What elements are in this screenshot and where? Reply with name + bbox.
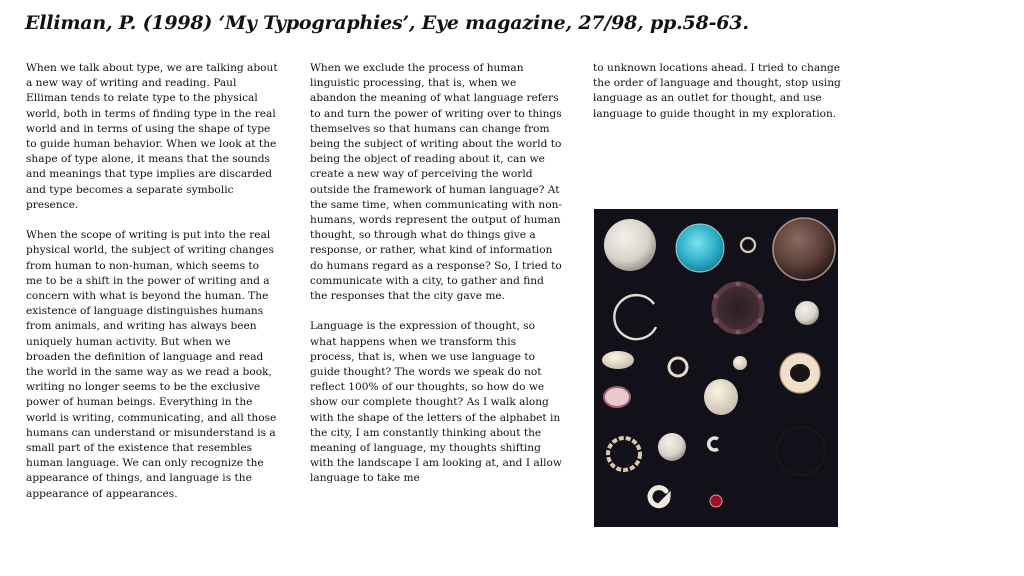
paragraph: When we talk about type, we are talking about a new way of writing and reading. Paul Elliman tends to relate type to the physical world, both in terms of finding type in the real world and in terms of using the shape of type to guide human behavior. When we look at the shape of type alone, it means that the sounds and meanings that type implies are discarded and type becomes a separate symbolic presence. [26,62,278,211]
ring-bead [669,358,687,376]
paragraph: When the scope of writing is put into the real physical world, the subject of writing changes from human to non-human, which seems to me to be a shift in the power of writing and a concern with what is beyond the human. The existence of language distinguishes humans from animals, and writing has always been uniquely human activity. But when we broaden the definition of language and read the world in the same way as we read a book, writing no longer seems to be the exclusive power of human beings. Everything in the world is writing, communicating, and all those humans can understand or misunderstand is a small part of the existence that resembles human language. We can only recognize the appearance of things, and language is the appearance of appearances. [26,229,277,500]
red-bead [710,495,722,507]
small-white-disc [795,301,819,325]
white-disc-small [658,433,686,461]
letter-c-shape [709,438,718,450]
paragraph: to unknown locations ahead. I tried to change the order of language and thought, stop using language as an outlet for thought, and use language to guide thought in my exploration. [593,62,841,120]
faint-ring [777,427,825,475]
objects-photo-illustration [594,209,838,527]
cream-bead [704,379,738,415]
text-column-3 [593,61,845,137]
paragraph: Language is the expression of thought, so what happens when we transform this process, that is, when we use language to guide thought? The words we speak do not reflect 100% of our thoughts, so how do we show our complete thought? As I walk along with the shape of the letters of the alphabet in the city, I am constantly thinking about the meaning of language, my thoughts shifting with the landscape I am looking at, and I allow language to take me [310,320,562,485]
objects-photograph [594,209,838,527]
text-column-2 [310,61,562,502]
beaded-ring [608,438,640,470]
dark-gear-ring [714,284,762,332]
white-disc [604,219,656,271]
small-bead [733,356,747,370]
text-column-1 [26,61,278,517]
small-ring [741,238,755,252]
page-title: Elliman, P. (1998) ‘My Typographies’, Eye magazine, 27/98, pp.58-63. [25,12,749,34]
oval-bead [602,351,634,369]
pink-ring [604,387,630,407]
paragraph: When we exclude the process of human linguistic processing, that is, when we abandon the meaning of what language refers to and turn the power of writing over to things themselves so that humans can change from being the subject of writing about the world to being the object of reading about it, can we create a new way of perceiving the world outside the framework of human language? At the same time, when communicating with non-humans, words represent the output of human thought, so through what do things give a response, or rather, what kind of information do humans regard as a response? So, I tried to communicate with a city, to gather and find the responses that the city gave me. [310,62,563,303]
open-ring [614,295,656,339]
letter-g-shape [650,488,668,506]
